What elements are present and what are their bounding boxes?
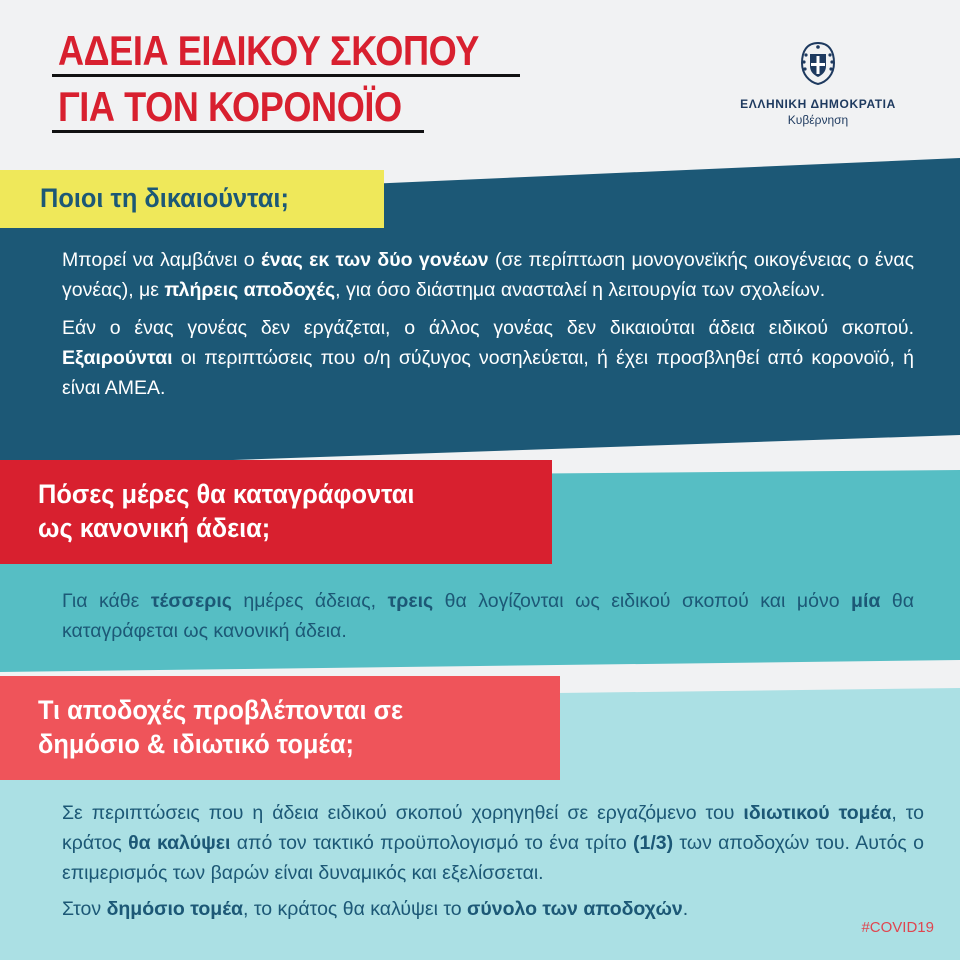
body-text-run: ημέρες άδειας, (231, 590, 388, 612)
body-text-run: , το κράτος θα καλύψει το (243, 898, 468, 920)
page-title-line-1: ΑΔΕΙΑ ΕΙΔΙΚΟΥ ΣΚΟΠΟΥ (58, 27, 479, 74)
section-3-body (62, 798, 924, 924)
section-2-heading-box (0, 460, 552, 564)
section-2-heading (38, 478, 414, 546)
section-2-heading-line-2: ως κανονική άδεια; (38, 513, 271, 543)
government-name: ΕΛΛΗΝΙΚΗ ΔΗΜΟΚΡΑΤΙΑ (740, 97, 896, 111)
emphasis-text: ένας εκ των δύο γονέων (260, 249, 489, 271)
section-3-paragraph-1 (62, 798, 924, 888)
body-text-run: των αποδοχών του. Αυτός ο επιμερισμός των βαρών είναι δυναμικός και εξελίσσεται. (62, 832, 924, 884)
body-text-run: Εάν ο ένας γονέας δεν εργάζεται, ο άλλος γονέας δεν δικαιούται άδεια ειδικού σκοπού. (62, 317, 914, 339)
emphasis-text: δημόσιο τομέα (106, 898, 244, 920)
section-1-body (62, 245, 914, 403)
section-2-heading-line-1: Πόσες μέρες θα καταγράφονται (38, 479, 415, 510)
government-subtitle: Κυβέρνηση (787, 113, 849, 127)
emphasis-text: πλήρεις αποδοχές (164, 279, 336, 301)
section-2-paragraph-1 (62, 586, 914, 646)
emphasis-text: θα καλύψει (128, 832, 231, 854)
body-text-run: οι περιπτώσεις που ο/η σύζυγος νοσηλεύεται, ή έχει προσβληθεί από κορονοϊό, ή είναι ΑΜΕΑ. (62, 347, 914, 399)
emphasis-text: τέσσερις (150, 590, 232, 612)
body-text-run: Για κάθε (62, 590, 151, 612)
emphasis-text: τρεις (387, 590, 434, 612)
section-3-heading-box (0, 676, 560, 780)
body-text-run: , για όσο διάστημα ανασταλεί η λειτουργία των σχολείων. (335, 279, 826, 301)
body-text-run: , το κράτος (62, 802, 924, 854)
title-underline-2 (52, 130, 424, 133)
greek-coat-of-arms-icon (797, 40, 839, 86)
government-logo (728, 40, 908, 127)
body-text-run: (σε περίπτωση μονογονεϊκής οικογένειας ο ένας γονέας), με (62, 249, 914, 301)
emphasis-text: (1/3) (633, 832, 674, 854)
section-2-body (62, 586, 914, 646)
emphasis-text: μία (851, 590, 881, 612)
section-1-paragraph-1 (62, 245, 914, 305)
body-text-run: θα καταγράφεται ως κανονική άδεια. (62, 590, 915, 642)
section-3-heading-line-1: Τι αποδοχές προβλέπονται σε (38, 695, 404, 726)
section-1-heading-box (0, 170, 384, 228)
section-3-heading (38, 694, 403, 762)
body-text-run: θα λογίζονται ως ειδικού σκοπού και μόνο (433, 590, 852, 612)
section-1-paragraph-2 (62, 313, 914, 403)
body-text-run: από τον τακτικό προϋπολογισμό το ένα τρίτο (230, 832, 633, 854)
body-text-run: Στον (62, 898, 107, 920)
section-1-heading: Ποιοι τη δικαιούνται; (40, 183, 289, 214)
covid-hashtag: #COVID19 (861, 919, 934, 936)
emphasis-text: Εξαιρούνται (62, 347, 173, 369)
title-underline-1 (52, 74, 520, 77)
body-text-run: Μπορεί να λαμβάνει ο (62, 249, 261, 271)
body-text-run: Σε περιπτώσεις που η άδεια ειδικού σκοπού χορηγηθεί σε εργαζόμενο του (62, 802, 744, 824)
emphasis-text: ιδιωτικού τομέα (743, 802, 892, 824)
section-3-heading-line-2: δημόσιο & ιδιωτικό τομέα; (38, 729, 354, 759)
section-3-paragraph-2 (62, 894, 924, 924)
page-title-line-2: ΓΙΑ ΤΟΝ ΚΟΡΟΝΟΪΟ (58, 83, 402, 130)
emphasis-text: σύνολο των αποδοχών (467, 898, 683, 920)
body-text-run: . (682, 898, 689, 920)
